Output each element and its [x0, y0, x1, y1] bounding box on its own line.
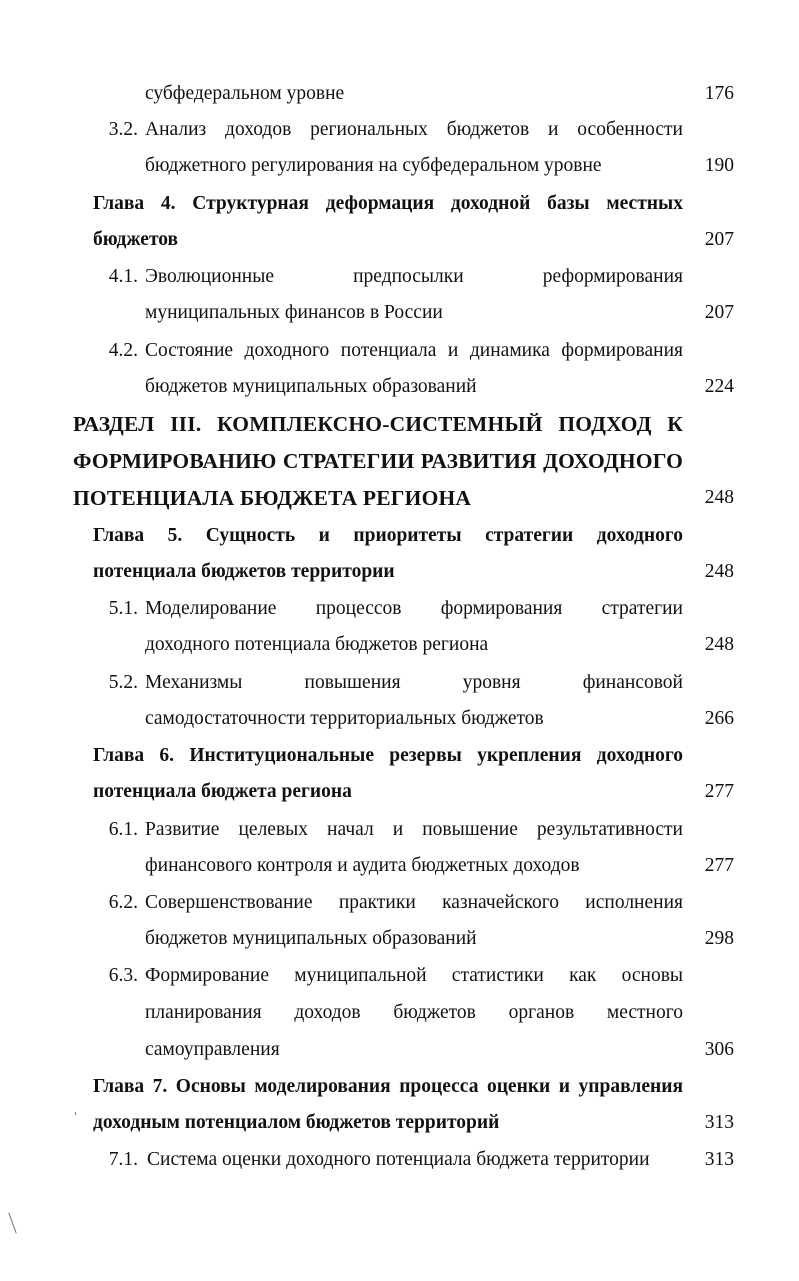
toc-entry-text: бюджетов муниципальных образований [145, 376, 477, 397]
toc-entry-number: 4.1. [108, 266, 138, 287]
toc-entry-text: Формирование муниципальной статистики как основы [145, 965, 683, 986]
toc-entry-text: субфедеральном уровне [145, 83, 345, 104]
toc-page-number: 224 [704, 376, 734, 397]
toc-page-number: 277 [704, 855, 734, 876]
toc-entry-text: бюджетов муниципальных образований [145, 928, 477, 949]
toc-page-number: 190 [704, 155, 734, 176]
toc-page-number: 313 [704, 1112, 734, 1133]
toc-entry-text: самоуправления [145, 1039, 280, 1060]
toc-page-number: 306 [704, 1039, 734, 1060]
toc-chapter-title: Глава 4. Структурная деформация доходной базы местных [93, 193, 683, 214]
toc-entry-text: доходного потенциала бюджетов региона [145, 634, 489, 655]
toc-chapter-title: потенциала бюджетов территории [93, 561, 395, 582]
toc-entry-text: планирования доходов бюджетов органов местного [145, 1002, 683, 1023]
toc-section-title: РАЗДЕЛ III. КОМПЛЕКСНО-СИСТЕМНЫЙ ПОДХОД К [73, 412, 683, 436]
toc-entry-number: 5.2. [108, 672, 138, 693]
toc-entry-text: Совершенствование практики казначейского исполнения [145, 892, 683, 913]
toc-page-number: 298 [704, 928, 734, 949]
scan-mark [8, 1212, 16, 1233]
toc-section-title: ПОТЕНЦИАЛА БЮДЖЕТА РЕГИОНА [73, 486, 472, 510]
toc-entry-text: Состояние доходного потенциала и динамика формирования [145, 340, 683, 361]
toc-page-number: 248 [704, 561, 734, 582]
toc-entry-text: самодостаточности территориальных бюджетов [145, 708, 544, 729]
toc-chapter-title: Глава 6. Институциональные резервы укрепления доходного [93, 745, 683, 766]
toc-entry-text: Моделирование процессов формирования стратегии [145, 598, 683, 619]
toc-chapter-title: Глава 5. Сущность и приоритеты стратегии доходного [93, 525, 683, 546]
toc-entry-number: 5.1. [108, 598, 138, 619]
toc-page-number: 207 [704, 302, 734, 323]
toc-chapter-title: бюджетов [93, 229, 179, 250]
toc-page-number: 248 [704, 634, 734, 655]
toc-chapter-title: Глава 7. Основы моделирования процесса оценки и управления [93, 1076, 683, 1097]
toc-page-number: 266 [704, 708, 734, 729]
toc-page-number: 277 [704, 781, 734, 802]
toc-entry-text: Развитие целевых начал и повышение результативности [145, 819, 683, 840]
toc-entry-number: 7.1. [108, 1149, 138, 1170]
toc-page-number: 313 [704, 1149, 734, 1170]
toc-page-number: 176 [704, 83, 734, 104]
toc-chapter-title: доходным потенциалом бюджетов территорий [93, 1112, 500, 1133]
toc-section-title: ФОРМИРОВАНИЮ СТРАТЕГИИ РАЗВИТИЯ ДОХОДНОГО [73, 449, 683, 473]
toc-entry-text: Эволюционные предпосылки реформирования [145, 266, 683, 287]
toc-entry-number: 3.2. [108, 119, 138, 140]
toc-page-number: 248 [704, 487, 734, 508]
toc-entry-text: муниципальных финансов в России [145, 302, 443, 323]
toc-entry-text: бюджетного регулирования на субфедеральном уровне [145, 155, 602, 176]
toc-page-number: 207 [704, 229, 734, 250]
toc-entry-number: 6.2. [108, 892, 138, 913]
scan-mark [75, 1112, 76, 1115]
toc-entry-text: Механизмы повышения уровня финансовой [145, 672, 683, 693]
toc-entry-text: Анализ доходов региональных бюджетов и особенности [145, 119, 683, 140]
toc-entry-text: финансового контроля и аудита бюджетных доходов [145, 855, 580, 876]
toc-chapter-title: потенциала бюджета региона [93, 781, 352, 802]
toc-entry-number: 4.2. [108, 340, 138, 361]
toc-entry-text: Система оценки доходного потенциала бюджета территории [147, 1149, 650, 1170]
toc-entry-number: 6.1. [108, 819, 138, 840]
toc-entry-number: 6.3. [108, 965, 138, 986]
